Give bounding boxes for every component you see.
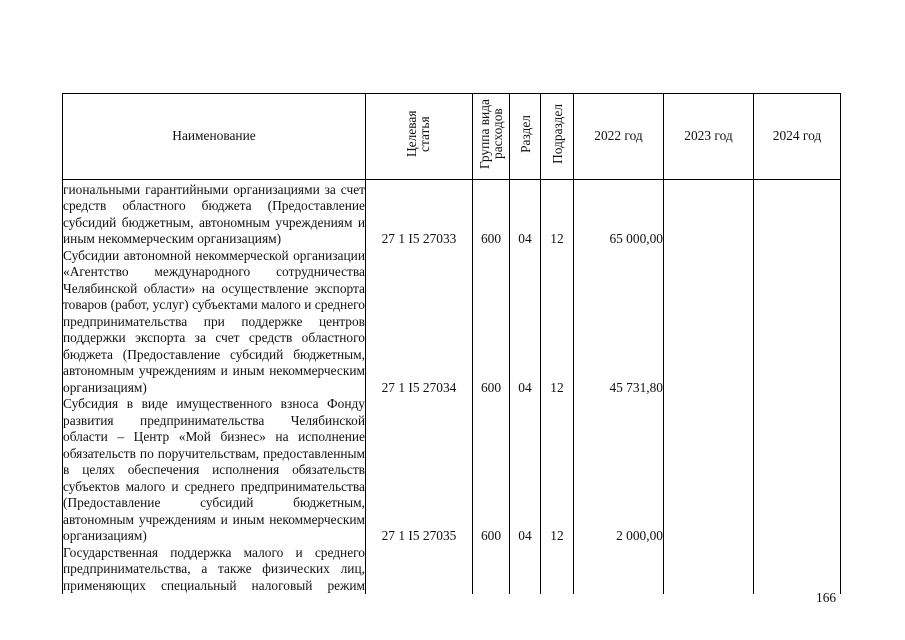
budget-table xyxy=(62,93,841,594)
row-2022: 65 000,00 xyxy=(574,179,664,248)
row-2023 xyxy=(664,179,754,248)
table-row xyxy=(63,248,841,397)
header-2022: 2022 год xyxy=(574,94,664,180)
row-2022: 45 731,80 xyxy=(574,248,664,397)
header-subsection: Подраздел xyxy=(541,94,574,180)
row-2022 xyxy=(574,545,664,595)
row-2024 xyxy=(754,396,841,545)
row-target: 27 1 I5 27034 xyxy=(366,248,473,397)
row-2023 xyxy=(664,396,754,545)
row-subsection: 12 xyxy=(541,248,574,397)
header-name: Наименование xyxy=(63,94,366,180)
table-row xyxy=(63,545,841,595)
table-header-row xyxy=(63,94,841,180)
header-2023: 2023 год xyxy=(664,94,754,180)
row-group xyxy=(473,545,510,595)
row-name: Субсидии автономной некоммерческой организации «Агентство международного сотрудничества Челябинской области» на осуществление экспорта товаров (работ, услуг) субъектами малого и среднего предпринимательства при поддержке центров поддержки экспорта за счет средств областного бюджета (Предоставление субсидий бюджетным, автономным учреждениям и иным некоммерческим организациям) xyxy=(63,247,365,395)
row-subsection: 12 xyxy=(541,179,574,248)
header-2024: 2024 год xyxy=(754,94,841,180)
row-section: 04 xyxy=(510,248,541,397)
row-name: Субсидия в виде имущественного взноса Фонду развития предпринимательства Челябинской области – Центр «Мой бизнес» на исполнение обязательств по поручительствам, предоставленным в целях обеспечения исполнения обязательств субъектов малого и среднего предпринимательства (Предоставление субсидий бюджетным, автономным учреждениям и иным некоммерческим организациям) xyxy=(63,396,365,543)
header-expense-group: Группа вида расходов xyxy=(473,94,510,180)
row-group: 600 xyxy=(473,248,510,397)
row-target xyxy=(366,545,473,595)
row-2024 xyxy=(754,545,841,595)
row-subsection: 12 xyxy=(541,396,574,545)
row-2024 xyxy=(754,179,841,248)
row-2022: 2 000,00 xyxy=(574,396,664,545)
row-target: 27 1 I5 27035 xyxy=(366,396,473,545)
row-name: Государственная поддержка малого и среднего предпринимательства, а также физических лиц, применяющих специальный налоговый режим xyxy=(63,544,365,593)
row-group: 600 xyxy=(473,179,510,248)
header-section: Раздел xyxy=(510,94,541,180)
row-target: 27 1 I5 27033 xyxy=(366,179,473,248)
row-group: 600 xyxy=(473,396,510,545)
row-2023 xyxy=(664,248,754,397)
row-2023 xyxy=(664,545,754,595)
row-section: 04 xyxy=(510,396,541,545)
header-target: Целевая статья xyxy=(366,94,473,180)
row-section: 04 xyxy=(510,179,541,248)
row-section xyxy=(510,545,541,595)
page-number: 166 xyxy=(816,590,837,605)
table-row xyxy=(63,179,841,248)
table-row xyxy=(63,396,841,545)
row-2024 xyxy=(754,248,841,397)
row-name: гиональными гарантийными организациями за счет средств областного бюджета (Предоставление субсидий бюджетным, автономным учреждениям и иным некоммерческим организациям) xyxy=(63,179,366,248)
row-subsection xyxy=(541,545,574,595)
